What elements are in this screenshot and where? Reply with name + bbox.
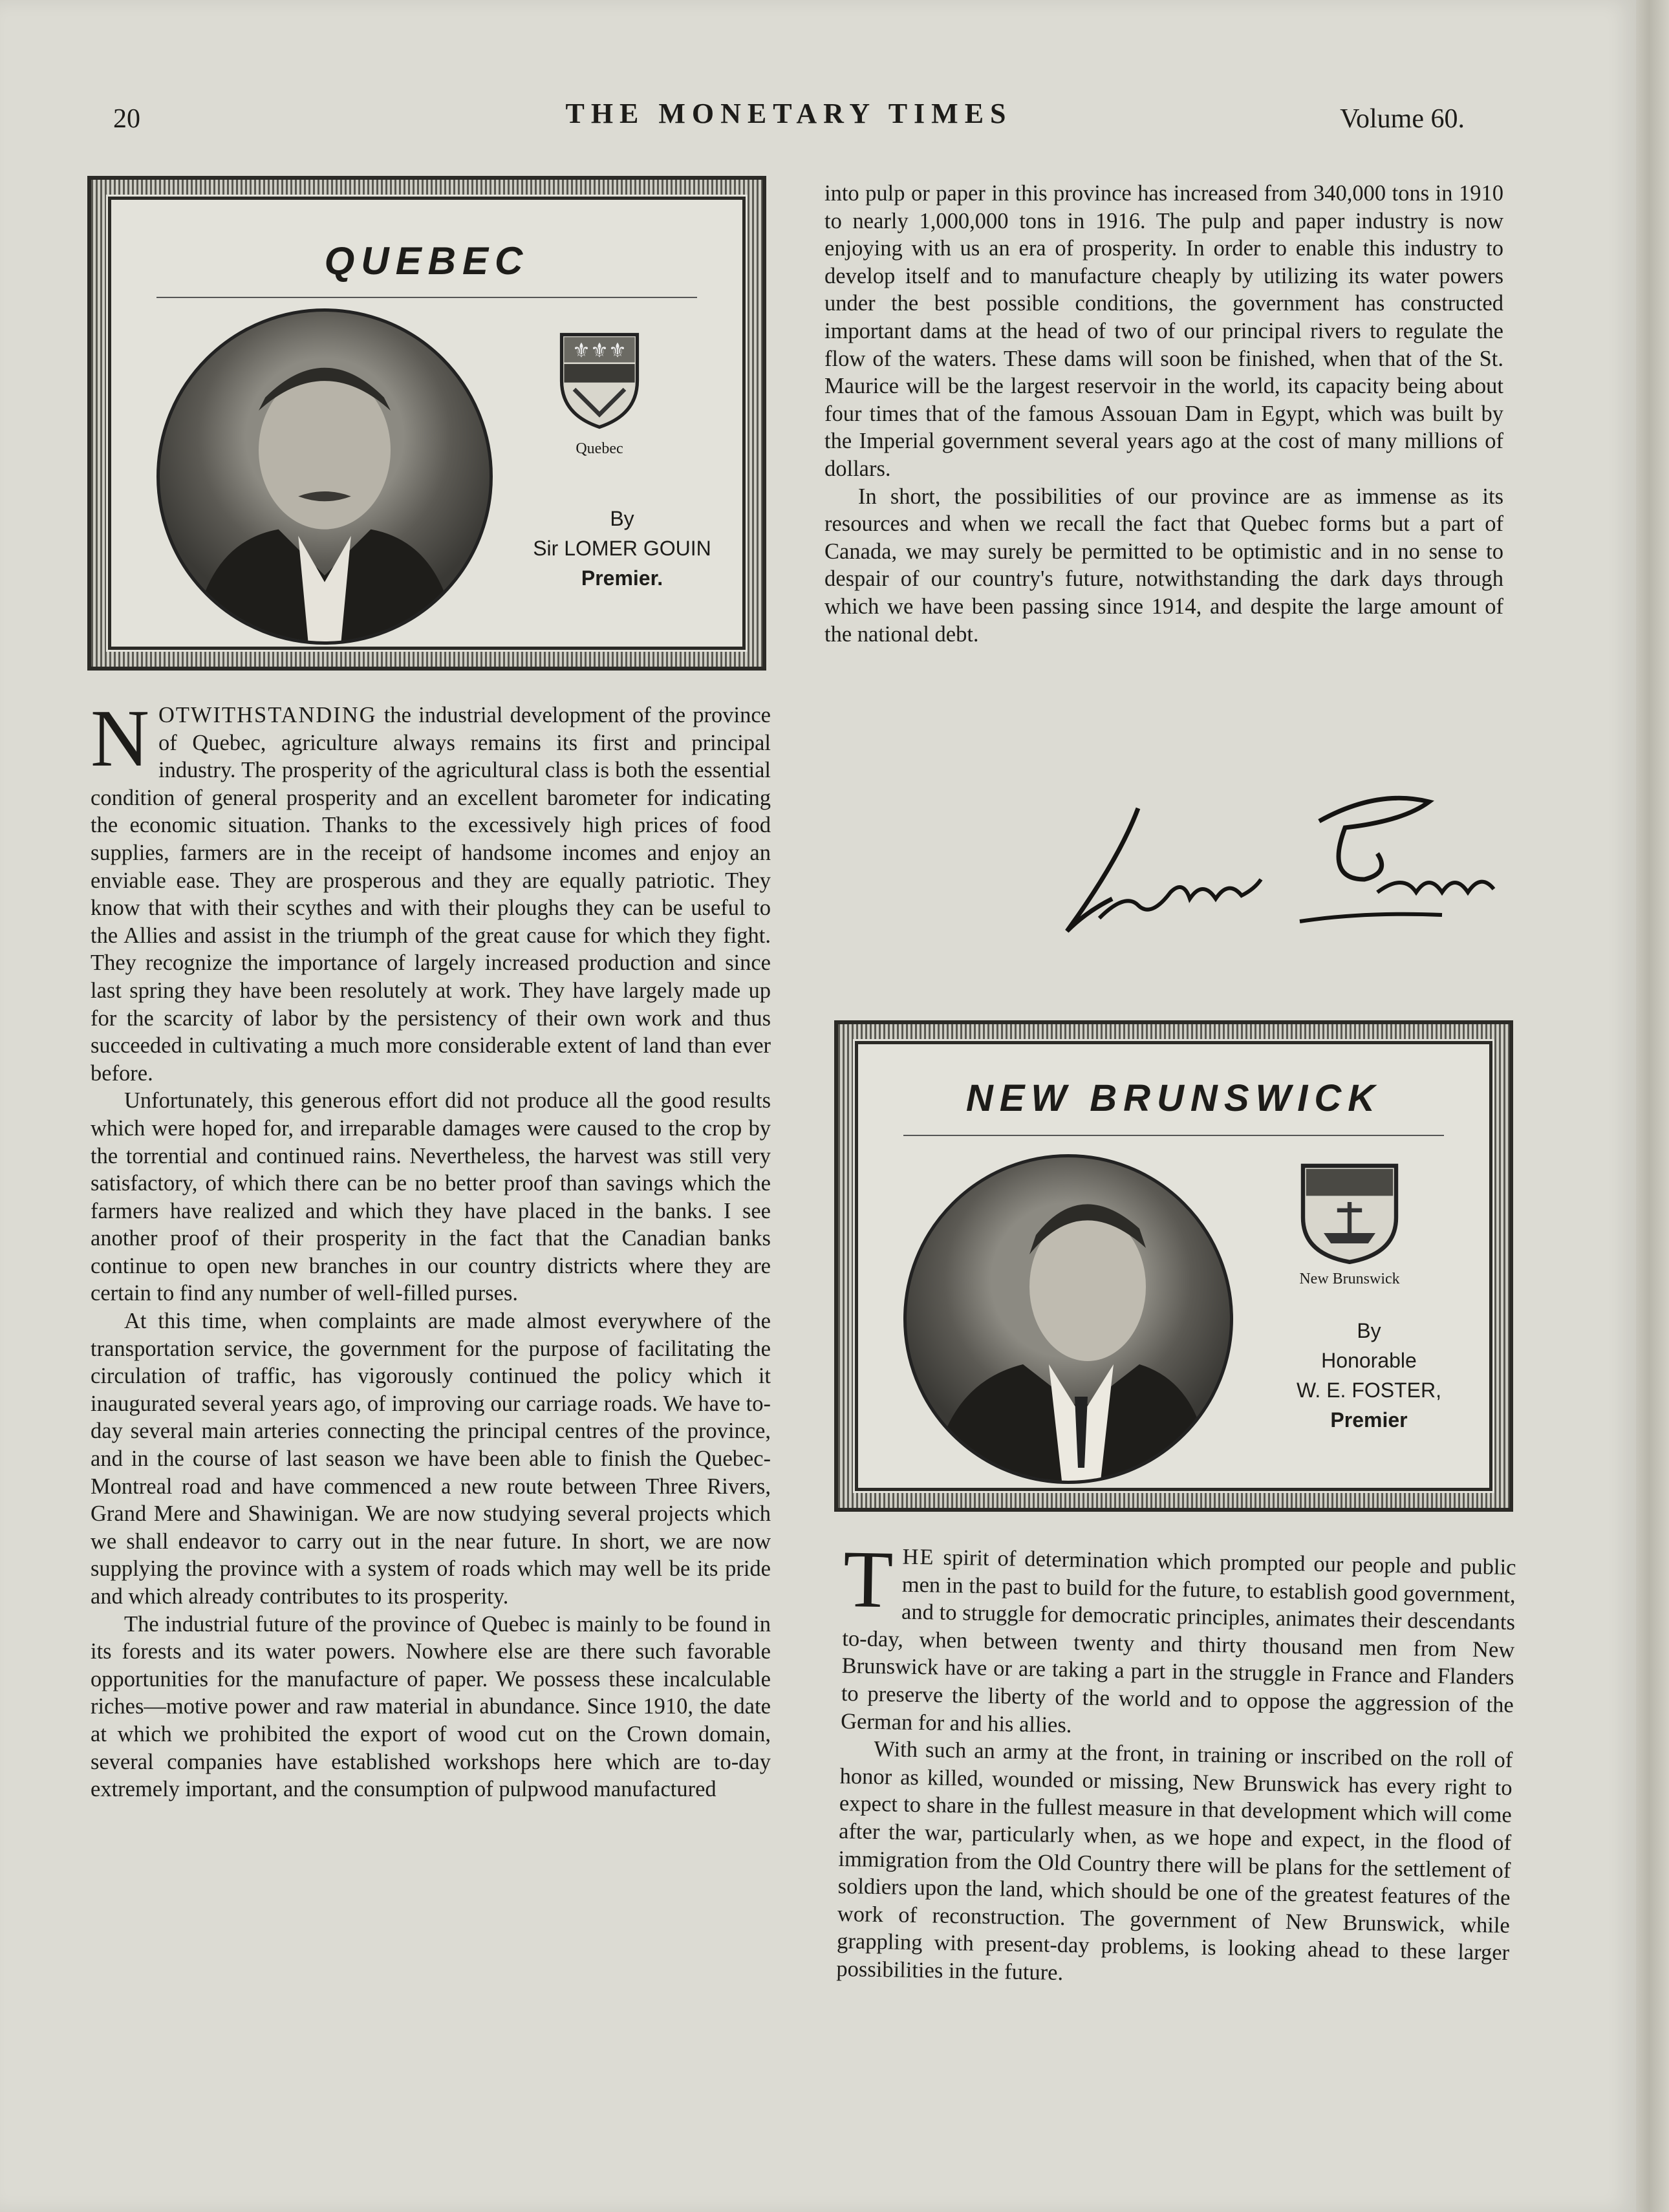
journal-title: THE MONETARY TIMES	[565, 98, 1013, 129]
quebec-crest-caption: Quebec	[576, 440, 623, 457]
new-brunswick-portrait-box	[834, 1020, 1513, 1512]
new-brunswick-paragraph-1	[840, 1534, 1516, 1746]
quebec-title-rule	[156, 297, 697, 298]
new-brunswick-title-rule	[903, 1135, 1444, 1136]
new-brunswick-author: W. E. FOSTER,	[1296, 1379, 1441, 1402]
page-binding-edge	[1636, 0, 1669, 2212]
new-brunswick-premier-portrait	[903, 1154, 1233, 1484]
new-brunswick-paragraph-2: With such an army at the front, in training or inscribed on the roll of honor as killed, wounded or missing, New Brunswick has every right to expect to share in the fullest measure in that development which will come after the war, particularly when, as we hope and expect, in the flood of immigration from the Old Country there will be plans for the settlement of soldiers upon the land, which should be one of the greatest features of the work of reconstruction. The government of New Brunswick, while grappling with present-day problems, is looking ahead to these larger possibilities in the future.	[836, 1737, 1513, 1985]
quebec-role: Premier.	[581, 566, 663, 590]
quebec-byline	[493, 504, 751, 593]
new-brunswick-lead-caps: HE	[902, 1544, 935, 1570]
quebec-article-column-right	[824, 180, 1503, 648]
quebec-title: QUEBEC	[324, 239, 530, 283]
quebec-p1-text: the industrial development of the province of Quebec, agriculture always remains its first and principal industry. The prosperity of the agricultural class is both the essential condition of general prosperity and an excellent barometer for indicating the economic situation. Thanks to the excessively high prices of food supplies, farmers are in the receipt of handsome incomes and enjoy an enviable ease. They are prosperous and they are equally patriotic. They know that with their scythes and with their ploughs they can be useful to the Allies and assist in the triumph of the great cause for which they fight. They recognize the importance of largely increased production and since last spring they have been resolutely at work. They have largely made up for the scarcity of labor by the persistency of their own work and thus succeeded in cultivating a much more considerable extent of land than ever before.	[91, 703, 771, 1086]
portrait-figure-icon	[907, 1157, 1230, 1481]
new-brunswick-crest-caption: New Brunswick	[1299, 1271, 1400, 1287]
quebec-paragraph-1	[91, 694, 771, 1087]
new-brunswick-by: By	[1357, 1319, 1381, 1342]
quebec-dropcap: N	[91, 694, 149, 784]
quebec-by: By	[610, 507, 634, 530]
new-brunswick-role: Premier	[1330, 1408, 1408, 1432]
quebec-paragraph-4-continued: into pulp or paper in this province has increased from 340,000 tons in 1910 to nearly 1,000,000 tons in 1916. The pulp and paper industry is now enjoying with us an era of prosperity. In order to enable this industry to develop itself and to manufacture cheaply by utilizing its water powers under the best possible conditions, the government has constructed important dams at the head of two of our principal rivers to regulate the flow of the waters. These dams will soon be finished, when that of the St. Maurice will be the largest reservoir in the world, its capacity being about four times that of the famous Assouan Dam in Egypt, which was built by the Imperial government several years ago at the cost of many millions of dollars.	[824, 181, 1503, 481]
quebec-paragraph-2: Unfortunately, this generous effort did not produce all the good results which were hoped for, and irreparable damages were caused to the crop by the torrential and continued rains. Nevertheless, the harvest was still very satisfactory, of which there can be no better proof than savings which the farmers have realized and which they have placed in the banks. I see another proof of their prosperity in the fact that the Canadian banks continue to open new branches in our country districts where they are certain to find any number of well-filled purses.	[91, 1088, 771, 1306]
new-brunswick-honorific: Honorable	[1321, 1349, 1417, 1372]
new-brunswick-article-column	[836, 1534, 1516, 1995]
quebec-author: Sir LOMER GOUIN	[533, 537, 711, 560]
gouin-signature	[1041, 782, 1507, 950]
running-head	[113, 97, 1465, 142]
quebec-lead-caps: OTWITHSTANDING	[158, 703, 377, 727]
quebec-article-column-left	[91, 694, 771, 1803]
quebec-paragraph-5: In short, the possibilities of our province are as immense as its resources and when we recall the fact that Quebec forms but a part of Canada, we may surely be permitted to be optimistic and in no sense to despair of our country's future, notwithstanding the dark days through which we have been passing since 1914, and despite the large amount of the national debt.	[824, 484, 1503, 647]
volume-label: Volume 60.	[1340, 104, 1465, 134]
page-number: 20	[113, 104, 140, 134]
quebec-paragraph-4: The industrial future of the province of Quebec is mainly to be found in its forests and its water powers. Nowhere else are there such favorable opportunities for the manufacture of paper. We possess these incalculable riches—motive power and raw material in abundance. Since 1910, the date at which we prohibited the export of wood cut on the Crown domain, several companies have established workshops here which are to-day extremely important, and the consumption of pulpwood manufactured	[91, 1611, 771, 1802]
new-brunswick-crest-icon	[1298, 1161, 1401, 1264]
new-brunswick-box-inner	[855, 1041, 1492, 1491]
quebec-crest-icon	[557, 329, 641, 433]
new-brunswick-title: NEW BRUNSWICK	[965, 1077, 1382, 1119]
new-brunswick-p1-text: spirit of determination which prompted our people and public men in the past to build for the future, to establish good government, and to struggle for democratic principles, animates their descendants to-day, when between twenty and thirty thousand men from New Brunswick have or are taking a part in the struggle in France and Flanders to preserve the liberty of the world and to oppose the aggression of the German for and his allies.	[840, 1545, 1516, 1737]
quebec-portrait-box	[87, 176, 766, 671]
new-brunswick-byline	[1240, 1316, 1498, 1435]
quebec-paragraph-3: At this time, when complaints are made almost everywhere of the transportation service, the government for the purpose of facilitating the circulation of traffic, has vigorously continued the policy which it inaugurated several years ago, of improving our carriage roads. We have to-day several main arteries connecting the principal centres of the province, and in the course of last season we have been able to finish the Quebec-Montreal road and have commenced a new route between Three Rivers, Grand Mere and Shawinigan. We are now studying several projects which we shall endeavor to carry out in the near future. In short, we are now supplying the province with a system of roads which may well be its pride and which already contributes to its prosperity.	[91, 1309, 771, 1609]
quebec-premier-portrait	[156, 308, 493, 645]
quebec-box-inner	[108, 197, 746, 650]
svg-text:⚜⚜⚜: ⚜⚜⚜	[572, 339, 627, 363]
portrait-figure-icon	[160, 312, 490, 641]
new-brunswick-dropcap: T	[842, 1534, 894, 1626]
